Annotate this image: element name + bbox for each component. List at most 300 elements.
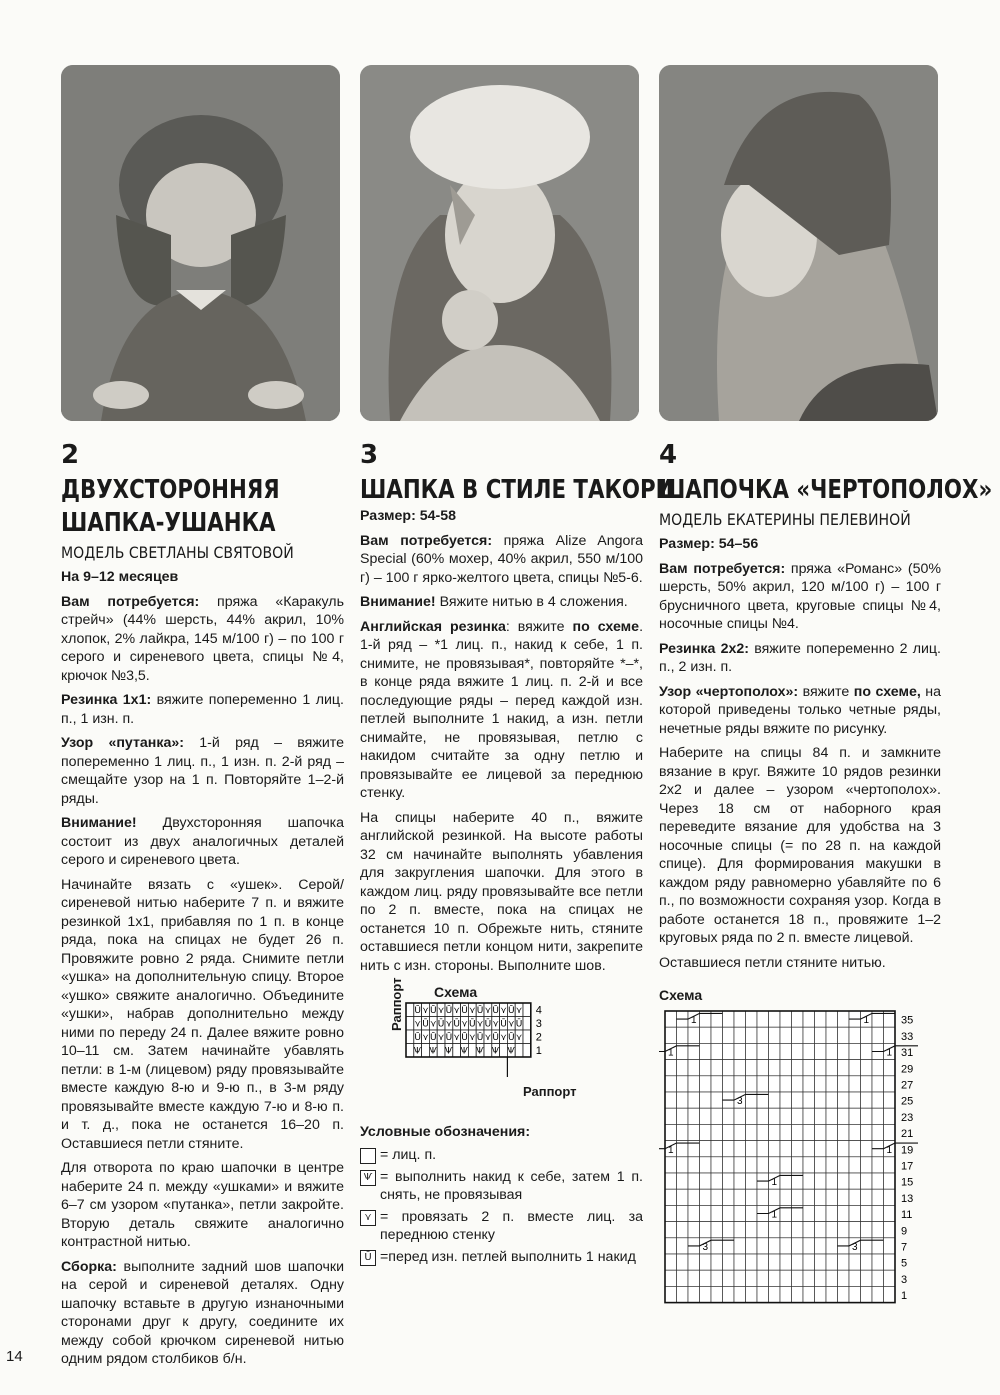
chart-cell bbox=[780, 1156, 792, 1172]
chart-symbol: Ѱ bbox=[491, 1046, 500, 1057]
note-paragraph bbox=[61, 814, 344, 870]
chart-cell bbox=[769, 1140, 781, 1156]
chart-cell bbox=[872, 1027, 884, 1043]
chart-cell bbox=[861, 1027, 873, 1043]
chart-cell bbox=[838, 1027, 850, 1043]
note-label: Внимание! bbox=[360, 594, 436, 610]
chart-cell bbox=[872, 1124, 884, 1140]
chart-cell bbox=[884, 1108, 896, 1124]
chart-symbol: Ū bbox=[469, 1019, 476, 1030]
chart-cell bbox=[826, 1189, 838, 1205]
chart-cell bbox=[803, 1027, 815, 1043]
chart-cell bbox=[780, 1286, 792, 1302]
chart-cell bbox=[757, 1108, 769, 1124]
chart-row-label: 31 bbox=[901, 1046, 914, 1059]
chart-row-label: 19 bbox=[901, 1143, 914, 1156]
pattern-text-2: на которой приведены только четные ряды, нечетные ряды вяжите по рисунку. bbox=[659, 683, 941, 737]
chart-cell bbox=[838, 1254, 850, 1270]
materials-paragraph bbox=[61, 593, 344, 686]
chart-symbol: Ū bbox=[453, 1019, 460, 1030]
chart-cell bbox=[406, 1044, 414, 1058]
chart-cell bbox=[838, 1011, 850, 1027]
chart-cell bbox=[815, 1092, 827, 1108]
chart-symbol: Ū bbox=[445, 1033, 453, 1043]
chart-cell bbox=[700, 1059, 712, 1075]
chart-cell bbox=[665, 1254, 677, 1270]
rib-text: вяжите попеременно 1 лиц. п., 1 изн. п. bbox=[61, 692, 345, 727]
chart-cell-mark: 1 bbox=[667, 1144, 674, 1156]
chart-cell bbox=[861, 1156, 873, 1172]
chart-cell bbox=[677, 1059, 689, 1075]
chart-cell bbox=[734, 1108, 746, 1124]
knit-symbol-icon bbox=[360, 1148, 376, 1164]
chart-cell bbox=[803, 1059, 815, 1075]
chart-cell bbox=[803, 1237, 815, 1253]
chart-cell bbox=[523, 1017, 531, 1031]
chart-cell bbox=[734, 1027, 746, 1043]
chart-cell bbox=[769, 1254, 781, 1270]
baby-illustration bbox=[61, 65, 340, 421]
chart-cell bbox=[700, 1189, 712, 1205]
chart-cell bbox=[769, 1237, 781, 1253]
chart-cell bbox=[677, 1286, 689, 1302]
chart-cell bbox=[826, 1043, 838, 1059]
chart-symbol: ⋎ bbox=[476, 1019, 484, 1030]
chart-cell bbox=[757, 1075, 769, 1091]
chart-cell bbox=[884, 1237, 896, 1253]
chart-cell bbox=[792, 1254, 804, 1270]
chart-symbol: Ū bbox=[445, 1006, 453, 1016]
chart-cell bbox=[838, 1156, 850, 1172]
chart-cell bbox=[826, 1140, 838, 1156]
knit-two-together-symbol-icon: ⋎ bbox=[360, 1210, 376, 1226]
chart-cell bbox=[826, 1075, 838, 1091]
chart-row-label: 7 bbox=[901, 1241, 908, 1253]
chart-cell bbox=[861, 1270, 873, 1286]
chart-cell bbox=[803, 1108, 815, 1124]
instructions-paragraph: На спицы наберите 40 п., вяжите английской резинкой. На высоте работы 32 см начинайте выполнять убавления для закругления шапочки. Для этого в каждом лиц. ряду провязывайте все петли по 2 п. вместе, пока на спицах не останется 10 п. Обрежьте нить, стяните оставшиеся петли концом нити, закрепите нить с изн. стороны. Выполните шов. bbox=[360, 809, 643, 974]
chart-row-label: 23 bbox=[901, 1111, 914, 1124]
chart-cell bbox=[665, 1286, 677, 1302]
chart-cell bbox=[734, 1011, 746, 1027]
chart-cell bbox=[780, 1011, 792, 1027]
chart-cell bbox=[849, 1173, 861, 1189]
chart-title: Схема bbox=[434, 984, 478, 1000]
chart-symbol: Ū bbox=[414, 1033, 421, 1043]
instructions-paragraph-1: Начинайте вязать с «ушек». Серой/сиреневой нитью наберите 7 п. и вяжите резинкой 1х1, прибавляя по 1 п. в конце ряда, пока на спицах не будет 26 п. Провяжите ровно 2 ряда. Снимите петли «ушка» на дополнительную спицу. Второе «ушко» свяжите аналогично. Объедините «ушки», набрав дополнительно между ними по переду 24 п. Далее вяжите ровно 10–11 см. Затем начинайте убавлять петли: в 1-м (лицевом) ряду провязывайте вместе каждую 8-ю и 9-ю п., в 3-м ряду провязывайте вместе каждую 7-ю и 8-ю п. и т. д., пока не останется 16–20 п. Оставшиеся петли стяните. bbox=[61, 876, 344, 1152]
chart-symbol: ⋎ bbox=[430, 1019, 437, 1030]
chart-cell bbox=[665, 1027, 677, 1043]
chart-cell bbox=[792, 1092, 804, 1108]
chart-cell bbox=[677, 1221, 689, 1237]
chart-row-label: 35 bbox=[901, 1014, 914, 1027]
chart-cell bbox=[884, 1189, 896, 1205]
chart-row-label: 29 bbox=[901, 1062, 914, 1075]
chart-cell bbox=[826, 1173, 838, 1189]
chart-symbol: ⋎ bbox=[469, 1033, 476, 1043]
chart-cell bbox=[780, 1221, 792, 1237]
chart-cell bbox=[884, 1254, 896, 1270]
chart-cell bbox=[746, 1011, 758, 1027]
chart-cell bbox=[769, 1221, 781, 1237]
chart-cell bbox=[523, 1030, 531, 1044]
pattern-text-1: вяжите bbox=[798, 683, 854, 700]
chart-row-label: 3 bbox=[535, 1018, 542, 1030]
chart-cell bbox=[792, 1124, 804, 1140]
chart-cell bbox=[757, 1221, 769, 1237]
chart-symbol: Ѱ bbox=[413, 1046, 422, 1057]
chart-symbol: ⋎ bbox=[484, 1033, 492, 1043]
chart-cell bbox=[872, 1108, 884, 1124]
chart-cell bbox=[780, 1027, 792, 1043]
chart-symbol: Ū bbox=[422, 1019, 429, 1030]
chart-cell bbox=[861, 1059, 873, 1075]
thistle-illustration bbox=[659, 65, 938, 421]
chart-symbol: Ū bbox=[492, 1033, 499, 1043]
chart-cell bbox=[677, 1108, 689, 1124]
chart-cell bbox=[700, 1124, 712, 1140]
yarnover-before-purl-symbol-icon: Ū bbox=[360, 1250, 376, 1266]
chart-cell bbox=[665, 1237, 677, 1253]
chart-cell bbox=[688, 1205, 700, 1221]
chart-cell bbox=[849, 1189, 861, 1205]
chart-cell bbox=[838, 1286, 850, 1302]
chart-symbol: Ū bbox=[492, 1006, 499, 1016]
chart-cell bbox=[688, 1075, 700, 1091]
model-title-line2: ШАПКА-УШАНКА bbox=[61, 508, 276, 538]
instructions-paragraph-2: Для отворота по краю шапочки в центре наберите 24 п. между «ушками» и вяжите 6–7 см узором «путанка», петли закройте. Вторую деталь свяжите аналогично контрастной нитью. bbox=[61, 1160, 344, 1250]
chart-symbol: ⋎ bbox=[453, 1006, 460, 1016]
chart-cell bbox=[838, 1140, 850, 1156]
chart-cell-mark: 1 bbox=[863, 1014, 870, 1026]
chart-cell bbox=[838, 1043, 850, 1059]
chart-symbol: ⋎ bbox=[484, 1006, 492, 1016]
chart-cell-mark: 1 bbox=[886, 1047, 893, 1059]
chart-cell bbox=[723, 1140, 735, 1156]
chart-cell bbox=[700, 1108, 712, 1124]
materials-text: пряжа Alize Angora Special (60% мохер, 40% акрил, 550 м/100 г) – 100 г ярко-желтого цвета, спицы №5-6. bbox=[360, 532, 643, 586]
model-title: ШАПКА В СТИЛЕ ТАКОРИ bbox=[360, 475, 674, 505]
chart-cell bbox=[746, 1140, 758, 1156]
chart-cell bbox=[792, 1011, 804, 1027]
chart-cell bbox=[723, 1254, 735, 1270]
chart-cell bbox=[746, 1173, 758, 1189]
chart-cell bbox=[849, 1221, 861, 1237]
chart-cell bbox=[711, 1189, 723, 1205]
chart-cell bbox=[780, 1140, 792, 1156]
chart-cell bbox=[665, 1092, 677, 1108]
english-rib-chart-block bbox=[360, 977, 643, 1101]
chart-cell bbox=[815, 1173, 827, 1189]
chart-cell bbox=[861, 1221, 873, 1237]
chart-symbol: ⋎ bbox=[469, 1006, 476, 1016]
chart-cell bbox=[826, 1027, 838, 1043]
chart-cell bbox=[688, 1059, 700, 1075]
chart-cell bbox=[849, 1254, 861, 1270]
chart-cell bbox=[849, 1270, 861, 1286]
chart-symbol: ⋎ bbox=[500, 1033, 507, 1043]
rapport-vertical-label: Раппорт bbox=[389, 977, 404, 1031]
chart-cell bbox=[757, 1254, 769, 1270]
chart-cell bbox=[826, 1059, 838, 1075]
chart-cell bbox=[849, 1092, 861, 1108]
chart-cell bbox=[734, 1140, 746, 1156]
chart-cell bbox=[723, 1286, 735, 1302]
assembly-label: Сборка: bbox=[61, 1258, 117, 1275]
chart-cell bbox=[792, 1140, 804, 1156]
chart-cell bbox=[746, 1043, 758, 1059]
chart-cell bbox=[815, 1286, 827, 1302]
chart-cell bbox=[769, 1108, 781, 1124]
chart-cell bbox=[815, 1205, 827, 1221]
chart-cell bbox=[838, 1189, 850, 1205]
chart-cell bbox=[688, 1254, 700, 1270]
chart-cell bbox=[861, 1286, 873, 1302]
chart-cell bbox=[769, 1011, 781, 1027]
chart-cell bbox=[849, 1108, 861, 1124]
chart-row-label: 3 bbox=[901, 1273, 908, 1286]
chart-cell bbox=[769, 1270, 781, 1286]
chart-cell bbox=[700, 1043, 712, 1059]
chart-cell bbox=[665, 1124, 677, 1140]
chart-cell bbox=[723, 1011, 735, 1027]
chart-cell bbox=[815, 1270, 827, 1286]
chart-cell bbox=[884, 1124, 896, 1140]
chart-cell bbox=[803, 1270, 815, 1286]
chart-cell bbox=[872, 1189, 884, 1205]
chart-cell-mark: 1 bbox=[690, 1014, 697, 1026]
chart-title: Схема bbox=[659, 987, 703, 1003]
chart-cell bbox=[769, 1092, 781, 1108]
chart-cell bbox=[780, 1108, 792, 1124]
chart-cell bbox=[723, 1156, 735, 1172]
chart-cell bbox=[468, 1044, 476, 1058]
chart-cell bbox=[780, 1092, 792, 1108]
chart-cell bbox=[861, 1124, 873, 1140]
chart-cell bbox=[884, 1286, 896, 1302]
chart-symbol: ⋎ bbox=[437, 1006, 445, 1016]
chart-row-label: 17 bbox=[901, 1160, 914, 1172]
chart-cell bbox=[723, 1173, 735, 1189]
chart-cell bbox=[757, 1140, 769, 1156]
chart-cell bbox=[872, 1221, 884, 1237]
pattern-label: Узор «путанка»: bbox=[61, 735, 184, 751]
size-info: На 9–12 месяцев bbox=[61, 569, 179, 585]
chart-symbol: ⋎ bbox=[492, 1019, 499, 1030]
chart-cell bbox=[884, 1173, 896, 1189]
chart-cell bbox=[723, 1221, 735, 1237]
chart-cell bbox=[803, 1011, 815, 1027]
legend-text: = выполнить накид к себе, затем 1 п. снять, не провязывая bbox=[380, 1168, 643, 1203]
note-text: Двухсторонняя шапочка состоит из двух аналогичных деталей серого и сиреневого цвета. bbox=[61, 815, 344, 868]
chart-cell bbox=[665, 1156, 677, 1172]
chart-cell bbox=[700, 1156, 712, 1172]
pattern-paragraph bbox=[659, 683, 941, 739]
chart-cell bbox=[688, 1221, 700, 1237]
chart-cell bbox=[815, 1237, 827, 1253]
model-author: МОДЕЛЬ ЕКАТЕРИНЫ ПЕЛЕВИНОЙ bbox=[659, 510, 911, 529]
chart-cell bbox=[849, 1075, 861, 1091]
chart-cell bbox=[665, 1011, 677, 1027]
chart-cell bbox=[711, 1173, 723, 1189]
chart-cell bbox=[711, 1140, 723, 1156]
chart-cell bbox=[734, 1059, 746, 1075]
chart-symbol: ⋎ bbox=[461, 1019, 468, 1030]
chart-cell bbox=[872, 1173, 884, 1189]
chart-cell bbox=[849, 1140, 861, 1156]
chart-cell bbox=[780, 1270, 792, 1286]
chart-cell-mark: 1 bbox=[667, 1047, 674, 1059]
chart-cell bbox=[849, 1027, 861, 1043]
chart-symbol: ⋎ bbox=[414, 1019, 421, 1030]
chart-cell-mark: 3 bbox=[736, 1095, 743, 1107]
size-info: Размер: 54-58 bbox=[360, 508, 457, 524]
chart-cell bbox=[792, 1270, 804, 1286]
chart-row-label: 5 bbox=[901, 1257, 908, 1270]
chart-cell bbox=[711, 1286, 723, 1302]
legend-text: =перед изн. петлей выполнить 1 накид bbox=[380, 1248, 636, 1265]
pattern-bold: по схеме, bbox=[853, 683, 921, 700]
chart-cell bbox=[803, 1221, 815, 1237]
chart-cell bbox=[849, 1286, 861, 1302]
chart-cell bbox=[838, 1075, 850, 1091]
chart-cell bbox=[711, 1027, 723, 1043]
english-rib-chart bbox=[404, 1001, 624, 1081]
chart-symbol: Ū bbox=[430, 1033, 437, 1043]
chart-cell bbox=[780, 1237, 792, 1253]
chart-symbol: Ū bbox=[461, 1033, 468, 1043]
rib-label: Резинка 1х1: bbox=[61, 692, 152, 708]
chart-cell bbox=[437, 1044, 445, 1058]
chart-cell bbox=[769, 1156, 781, 1172]
instructions-paragraph-1: Наберите на спицы 84 п. и замкните вязание в круг. Вяжите 10 рядов резинки 2х2 и далее – узором «чертополох». Через 18 см от наборного края переведите вязание для удобства на 3 носочные спицы (= по 28 п. на каждой спице). Для формирования макушки в каждом ряду равномерно убавляйте по 6 п., по возможности сохраняя узор. Когда в работе останется 18 п., провяжите 1–2 круговых ряда по 2 п. вместе лицевой. bbox=[659, 745, 941, 946]
chart-cell bbox=[803, 1173, 815, 1189]
chart-cell bbox=[734, 1189, 746, 1205]
chart-cell bbox=[677, 1156, 689, 1172]
chart-cell-mark: 1 bbox=[771, 1176, 778, 1188]
chart-symbol: Ū bbox=[508, 1033, 515, 1043]
chart-cell bbox=[792, 1027, 804, 1043]
legend-item bbox=[360, 1248, 643, 1266]
chart-cell bbox=[803, 1205, 815, 1221]
chart-cell bbox=[688, 1027, 700, 1043]
chart-cell bbox=[884, 1156, 896, 1172]
chart-symbol: Ѱ bbox=[429, 1046, 438, 1057]
chart-cell bbox=[815, 1124, 827, 1140]
chart-cell bbox=[688, 1189, 700, 1205]
chart-cell bbox=[826, 1286, 838, 1302]
chart-cell bbox=[872, 1092, 884, 1108]
chart-cell bbox=[746, 1270, 758, 1286]
chart-symbol: ⋎ bbox=[422, 1033, 429, 1043]
chart-cell bbox=[746, 1059, 758, 1075]
chart-cell bbox=[677, 1270, 689, 1286]
chart-cell bbox=[665, 1108, 677, 1124]
chart-cell bbox=[677, 1027, 689, 1043]
chart-cell bbox=[723, 1205, 735, 1221]
chart-cell bbox=[780, 1189, 792, 1205]
size-info: Размер: 54–56 bbox=[659, 536, 759, 552]
chart-cell bbox=[688, 1108, 700, 1124]
chart-row-label: 1 bbox=[901, 1289, 908, 1302]
chart-cell bbox=[884, 1027, 896, 1043]
chart-cell bbox=[757, 1011, 769, 1027]
chart-cell bbox=[677, 1237, 689, 1253]
chart-cell bbox=[700, 1173, 712, 1189]
chart-cell bbox=[746, 1156, 758, 1172]
chart-cell bbox=[826, 1156, 838, 1172]
chart-cell bbox=[815, 1075, 827, 1091]
chart-cell bbox=[700, 1254, 712, 1270]
chart-cell bbox=[838, 1059, 850, 1075]
chart-cell bbox=[500, 1044, 508, 1058]
chart-cell bbox=[815, 1140, 827, 1156]
materials-label: Вам потребуется: bbox=[360, 532, 493, 549]
chart-cell bbox=[884, 1270, 896, 1286]
rib-text-2: . 1-й ряд – *1 лиц. п., накид к себе, 1 п. снимите, не провязывая*, повторяйте *–*, в конце ряда вяжите 1 лиц. п. 2-й и все последующие ряды – перед каждой изн. петлей выполните 1 накид, а изн. петли снимайте, не провязывая, петлю с накидом считайте за одну петлю и провязывайте ее лицевой за переднюю стенку. bbox=[360, 618, 644, 801]
chart-cell bbox=[757, 1286, 769, 1302]
chart-cell bbox=[688, 1173, 700, 1189]
chart-cell bbox=[803, 1043, 815, 1059]
chart-cell bbox=[746, 1221, 758, 1237]
chart-cell bbox=[803, 1156, 815, 1172]
chart-cell bbox=[780, 1075, 792, 1091]
chart-cell bbox=[861, 1043, 873, 1059]
chart-cell bbox=[711, 1156, 723, 1172]
chart-cell bbox=[826, 1237, 838, 1253]
assembly-text: выполните задний шов шапочки на серой и сиреневой деталях. Одну шапочку вставьте в другую изнаночными сторонами друг к другу, соедините их между собой крючком сиреневой нитью одним рядом столбиков б/н. bbox=[61, 1258, 344, 1367]
model-2-column bbox=[61, 440, 344, 1375]
chart-cell bbox=[884, 1221, 896, 1237]
chart-cell bbox=[746, 1189, 758, 1205]
chart-cell bbox=[406, 1017, 414, 1031]
chart-cell bbox=[884, 1075, 896, 1091]
chart-cell bbox=[700, 1140, 712, 1156]
chart-symbol: Ū bbox=[430, 1006, 437, 1016]
chart-cell-mark: 3 bbox=[702, 1241, 709, 1253]
rapport-horizontal-label: Раппорт bbox=[523, 1084, 577, 1099]
chart-cell bbox=[677, 1205, 689, 1221]
legend-text: = лиц. п. bbox=[380, 1146, 437, 1163]
chart-cell bbox=[688, 1124, 700, 1140]
chart-cell-mark: 3 bbox=[851, 1241, 858, 1253]
chart-cell bbox=[815, 1011, 827, 1027]
chart-cell bbox=[815, 1043, 827, 1059]
materials-text: пряжа «Каракуль стрейч» (44% шерсть, 44% акрил, 10% хлопок, 2% лайкра, 145 м/100 г) – по 100 г серого и сиреневого цвета, спицы №4, крючок №3,5. bbox=[61, 593, 344, 684]
chart-cell bbox=[757, 1043, 769, 1059]
chart-cell bbox=[746, 1286, 758, 1302]
model-number: 3 bbox=[360, 440, 379, 470]
chart-cell bbox=[769, 1027, 781, 1043]
chart-cell bbox=[665, 1173, 677, 1189]
chart-symbol: ⋎ bbox=[508, 1019, 515, 1030]
chart-row-label: 9 bbox=[901, 1224, 908, 1237]
chart-cell bbox=[484, 1044, 492, 1058]
chart-cell bbox=[757, 1156, 769, 1172]
chart-cell bbox=[861, 1254, 873, 1270]
materials-label: Вам потребуется: bbox=[61, 593, 200, 610]
model-author: МОДЕЛЬ СВЕТЛАНЫ СВЯТОВОЙ bbox=[61, 543, 294, 562]
legend bbox=[360, 1123, 643, 1266]
chart-cell bbox=[734, 1254, 746, 1270]
chart-row-label: 11 bbox=[901, 1208, 913, 1221]
chart-row-label: 13 bbox=[901, 1192, 914, 1205]
chart-symbol: Ū bbox=[508, 1006, 515, 1016]
chart-cell bbox=[792, 1221, 804, 1237]
chart-cell bbox=[665, 1270, 677, 1286]
chart-symbol: Ѱ bbox=[507, 1046, 516, 1057]
rib-text: вяжите попеременно 2 лиц. п., 2 изн. п. bbox=[659, 640, 941, 675]
